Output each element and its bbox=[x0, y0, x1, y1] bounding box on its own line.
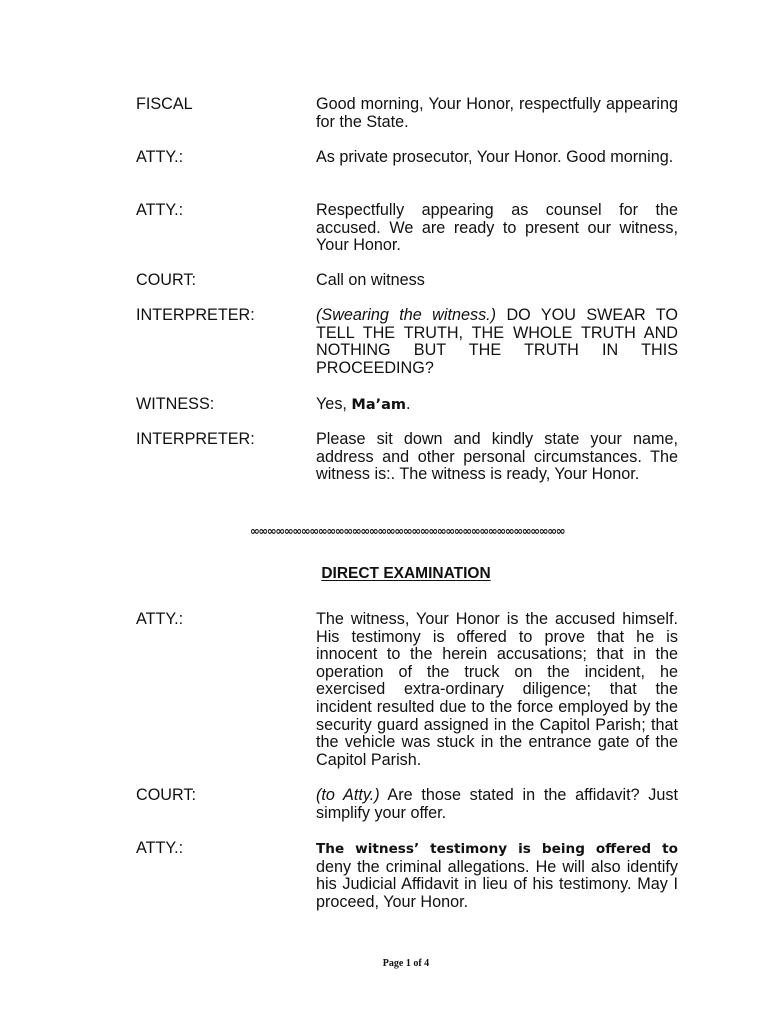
speaker-statement bbox=[316, 611, 678, 769]
statement-text-end: . bbox=[406, 395, 411, 413]
speaker-statement bbox=[316, 840, 678, 911]
speaker-label: ATTY.: bbox=[136, 201, 184, 219]
section-heading: DIRECT EXAMINATION bbox=[321, 565, 491, 582]
statement-bold-text: Ma’am bbox=[351, 397, 407, 413]
statement-text: DO YOU SWEAR TO TELL THE TRUTH, THE WHOLE TRUTH AND NOTHING BUT THE TRUTH IN THIS PROCEEDING? bbox=[316, 306, 678, 377]
statement-text: Respectfully appearing as counsel for the accused. We are ready to present our witness, Your Honor. bbox=[316, 201, 678, 255]
page-number: Page 1 of 4 bbox=[382, 958, 430, 969]
speaker-statement bbox=[316, 96, 678, 131]
speaker-label: ATTY.: bbox=[136, 839, 184, 857]
speaker-label: COURT: bbox=[136, 271, 196, 289]
section-divider: ∞∞∞∞∞∞∞∞∞∞∞∞∞∞∞∞∞∞∞∞∞∞∞∞∞∞∞∞∞∞∞∞∞∞∞∞∞ bbox=[249, 524, 565, 538]
speaker-label: ATTY.: bbox=[136, 148, 184, 166]
speaker-label: WITNESS: bbox=[136, 395, 215, 413]
speaker-statement bbox=[316, 202, 678, 255]
stage-direction: (to Atty.) bbox=[316, 786, 380, 804]
statement-text: deny the criminal allegations. He will also identify his Judicial Affidavit in lieu of his testimony. May I proceed, Your Honor. bbox=[316, 857, 678, 911]
statement-text: Yes, bbox=[316, 395, 352, 413]
speaker-label: INTERPRETER: bbox=[136, 306, 255, 324]
statement-text: The witness, Your Honor is the accused himself. His testimony is offered to prove that he is innocent to the herein accusations; that in the operation of the truck on the incident, he exercised extra-ordinary diligence; that the incident resulted due to the force employed by the security guard assigned in the Capitol Parish; that the vehicle was stuck in the entrance gate of the Capitol Parish. bbox=[316, 610, 678, 769]
statement-text: Please sit down and kindly state your name, address and other personal circumstances. The witness is:. The witness is ready, Your Honor. bbox=[316, 430, 678, 484]
speaker-label: INTERPRETER: bbox=[136, 430, 255, 448]
statement-text: Good morning, Your Honor, respectfully appearing for the State. bbox=[316, 95, 678, 131]
speaker-statement bbox=[316, 149, 678, 167]
statement-text: Are those stated in the affidavit? Just simplify your offer. bbox=[316, 786, 678, 822]
speaker-label: FISCAL bbox=[136, 95, 193, 113]
speaker-statement bbox=[316, 272, 678, 290]
speaker-statement bbox=[316, 307, 678, 377]
speaker-label: ATTY.: bbox=[136, 610, 184, 628]
statement-text: As private prosecutor, Your Honor. Good morning. bbox=[316, 148, 674, 166]
statement-text: Call on witness bbox=[316, 271, 425, 289]
stage-direction: (Swearing the witness.) bbox=[316, 306, 497, 324]
statement-bold-text: The witness’ testimony is being offered to bbox=[316, 841, 678, 857]
speaker-label: COURT: bbox=[136, 786, 196, 804]
speaker-statement bbox=[316, 396, 678, 415]
speaker-statement bbox=[316, 431, 678, 484]
speaker-statement bbox=[316, 787, 678, 822]
